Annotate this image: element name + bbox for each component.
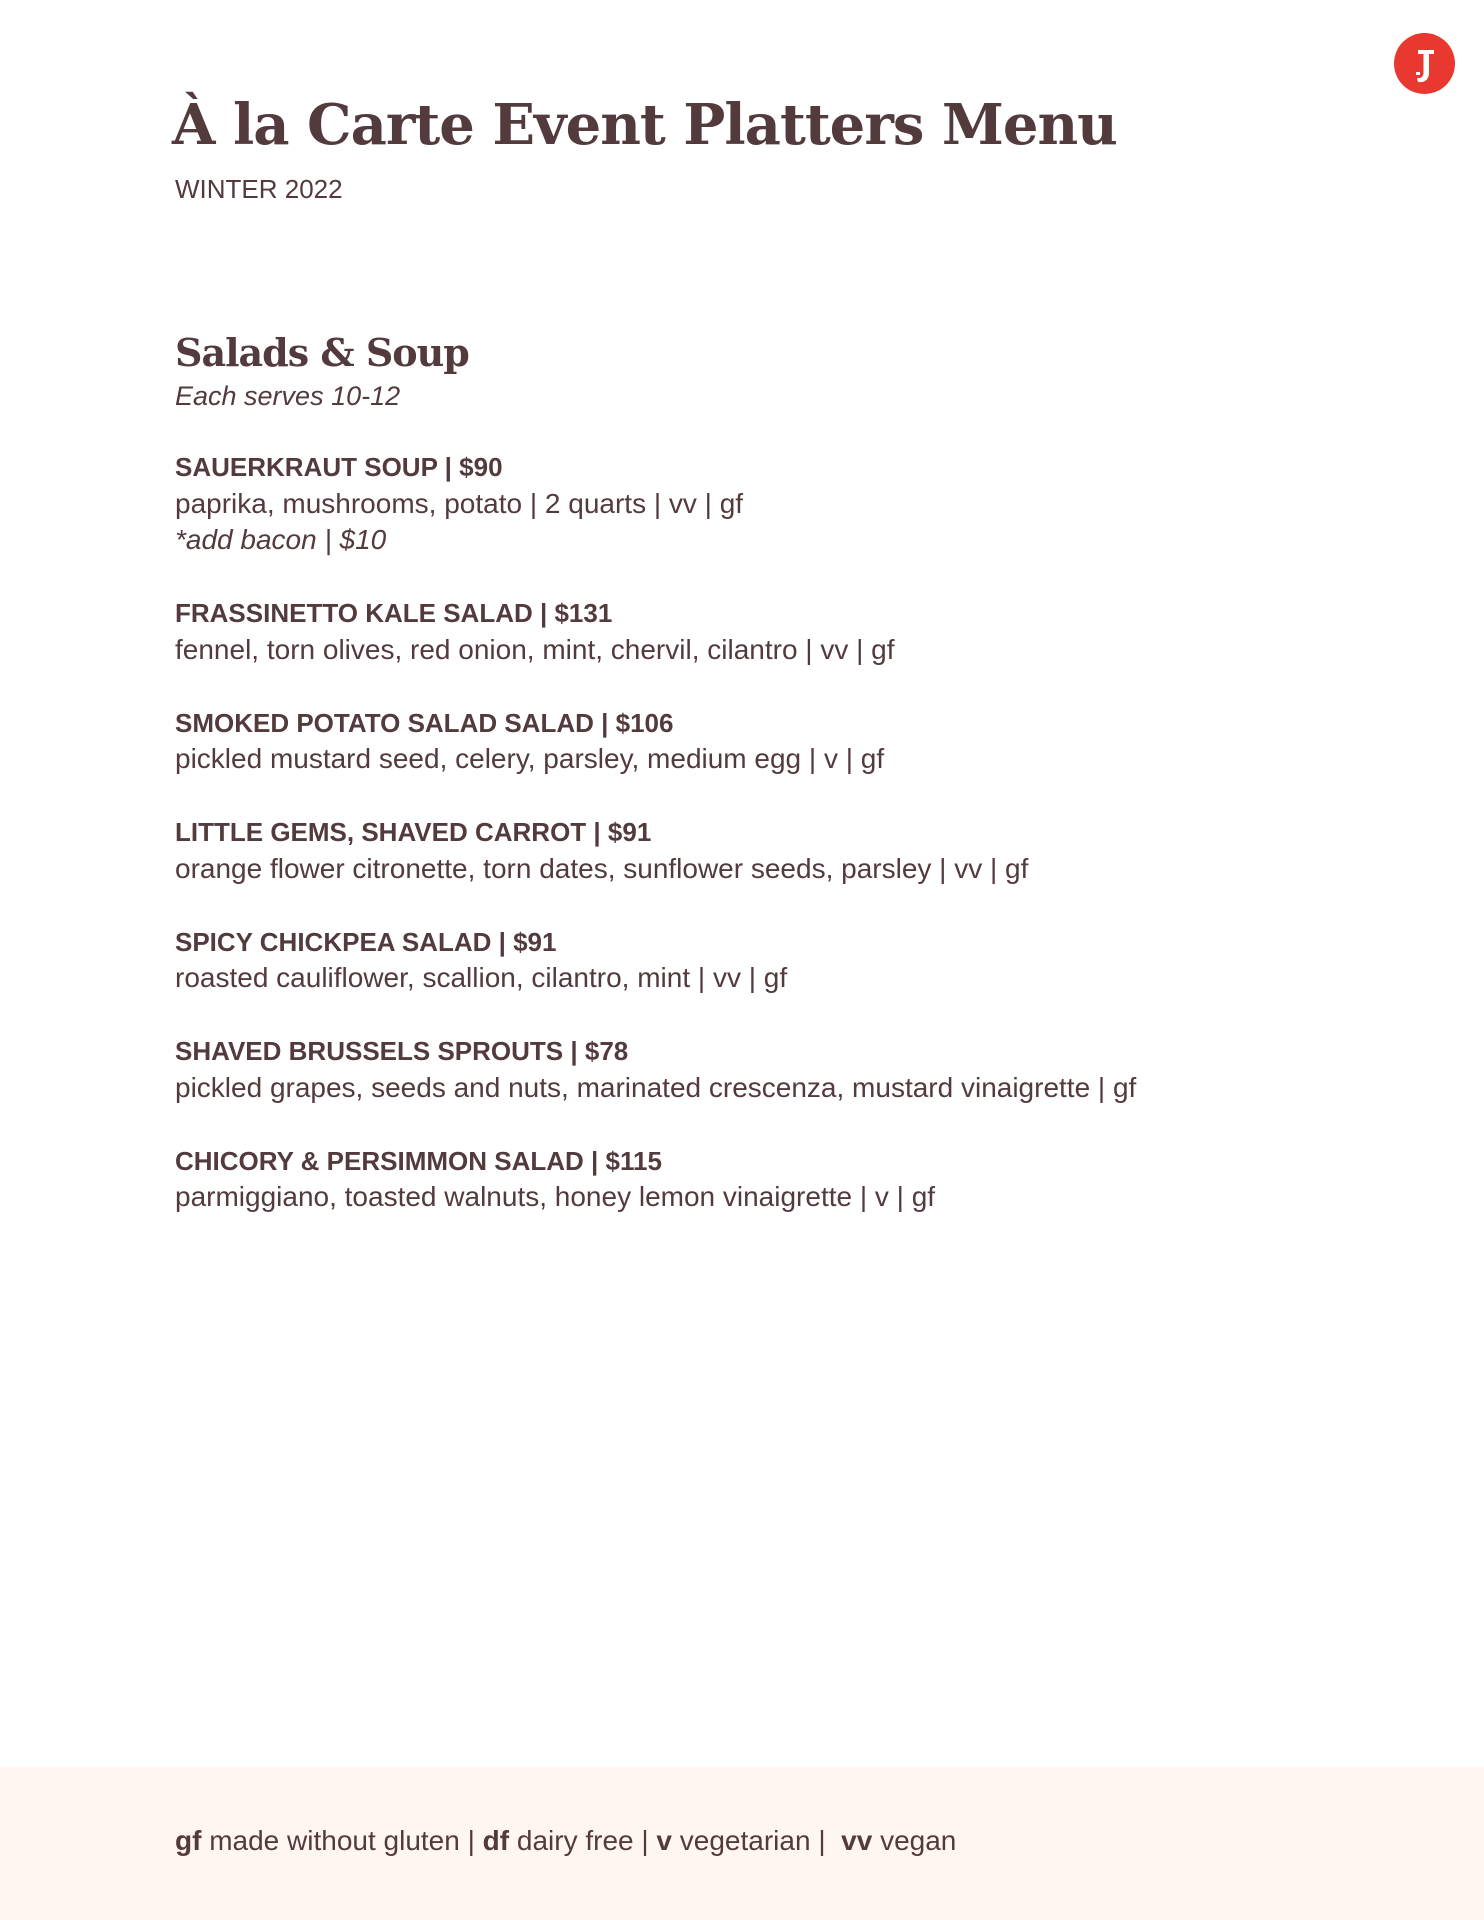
legend-abbr-vv: vv	[841, 1825, 873, 1856]
menu-item-title: SMOKED POTATO SALAD SALAD | $106	[175, 707, 674, 738]
menu-item-description: roasted cauliflower, scallion, cilantro, mint | vv | gf	[175, 962, 788, 993]
page-subtitle: WINTER 2022	[175, 174, 343, 204]
menu-item-list	[175, 449, 1375, 1216]
section-serving-note: Each serves 10-12	[175, 381, 401, 411]
brand-logo-icon	[1394, 33, 1455, 94]
section-title: Salads & Soup	[175, 330, 469, 375]
logo-j-glyph	[1394, 33, 1455, 94]
menu-item-title: FRASSINETTO KALE SALAD | $131	[175, 598, 613, 628]
page-title: À la Carte Event Platters Menu	[172, 92, 1117, 158]
menu-item	[175, 705, 1375, 778]
menu-item-title: SHAVED BRUSSELS SPROUTS | $78	[175, 1036, 629, 1066]
legend-text-v: vegetarian |	[672, 1825, 842, 1856]
menu-item	[175, 814, 1375, 887]
legend-abbr-gf: gf	[175, 1825, 202, 1856]
legend-text-gf: made without gluten |	[201, 1825, 483, 1856]
legend-text-vv: vegan	[872, 1825, 957, 1856]
menu-item-description: paprika, mushrooms, potato | 2 quarts | vv | gf	[175, 487, 744, 519]
menu-item	[175, 924, 1375, 997]
legend-abbr-v: v	[656, 1825, 672, 1856]
menu-section-salads-soup	[175, 328, 1375, 1252]
menu-item	[175, 1143, 1375, 1216]
menu-item-description: pickled grapes, seeds and nuts, marinated crescenza, mustard vinaigrette | gf	[175, 1071, 1137, 1103]
menu-item-description: parmiggiano, toasted walnuts, honey lemon vinaigrette | v | gf	[175, 1181, 936, 1212]
footer-legend-bar	[0, 1767, 1484, 1920]
dietary-legend	[175, 1823, 956, 1859]
menu-item-addon: *add bacon | $10	[175, 524, 387, 555]
menu-item	[175, 1033, 1375, 1106]
menu-item-title: CHICORY & PERSIMMON SALAD | $115	[175, 1145, 662, 1176]
menu-item-description: fennel, torn olives, red onion, mint, chervil, cilantro | vv | gf	[175, 633, 895, 665]
menu-item-title: SAUERKRAUT SOUP | $90	[175, 452, 503, 482]
legend-abbr-df: df	[482, 1825, 510, 1856]
menu-item-description: pickled mustard seed, celery, parsley, medium egg | v | gf	[175, 743, 885, 774]
legend-text-df: dairy free |	[509, 1825, 657, 1856]
menu-item	[175, 449, 1375, 559]
menu-item-description: orange flower citronette, torn dates, sunflower seeds, parsley | vv | gf	[175, 852, 1029, 884]
menu-item-title: LITTLE GEMS, SHAVED CARROT | $91	[175, 817, 652, 847]
menu-item-title: SPICY CHICKPEA SALAD | $91	[175, 926, 557, 957]
menu-item	[175, 595, 1375, 668]
